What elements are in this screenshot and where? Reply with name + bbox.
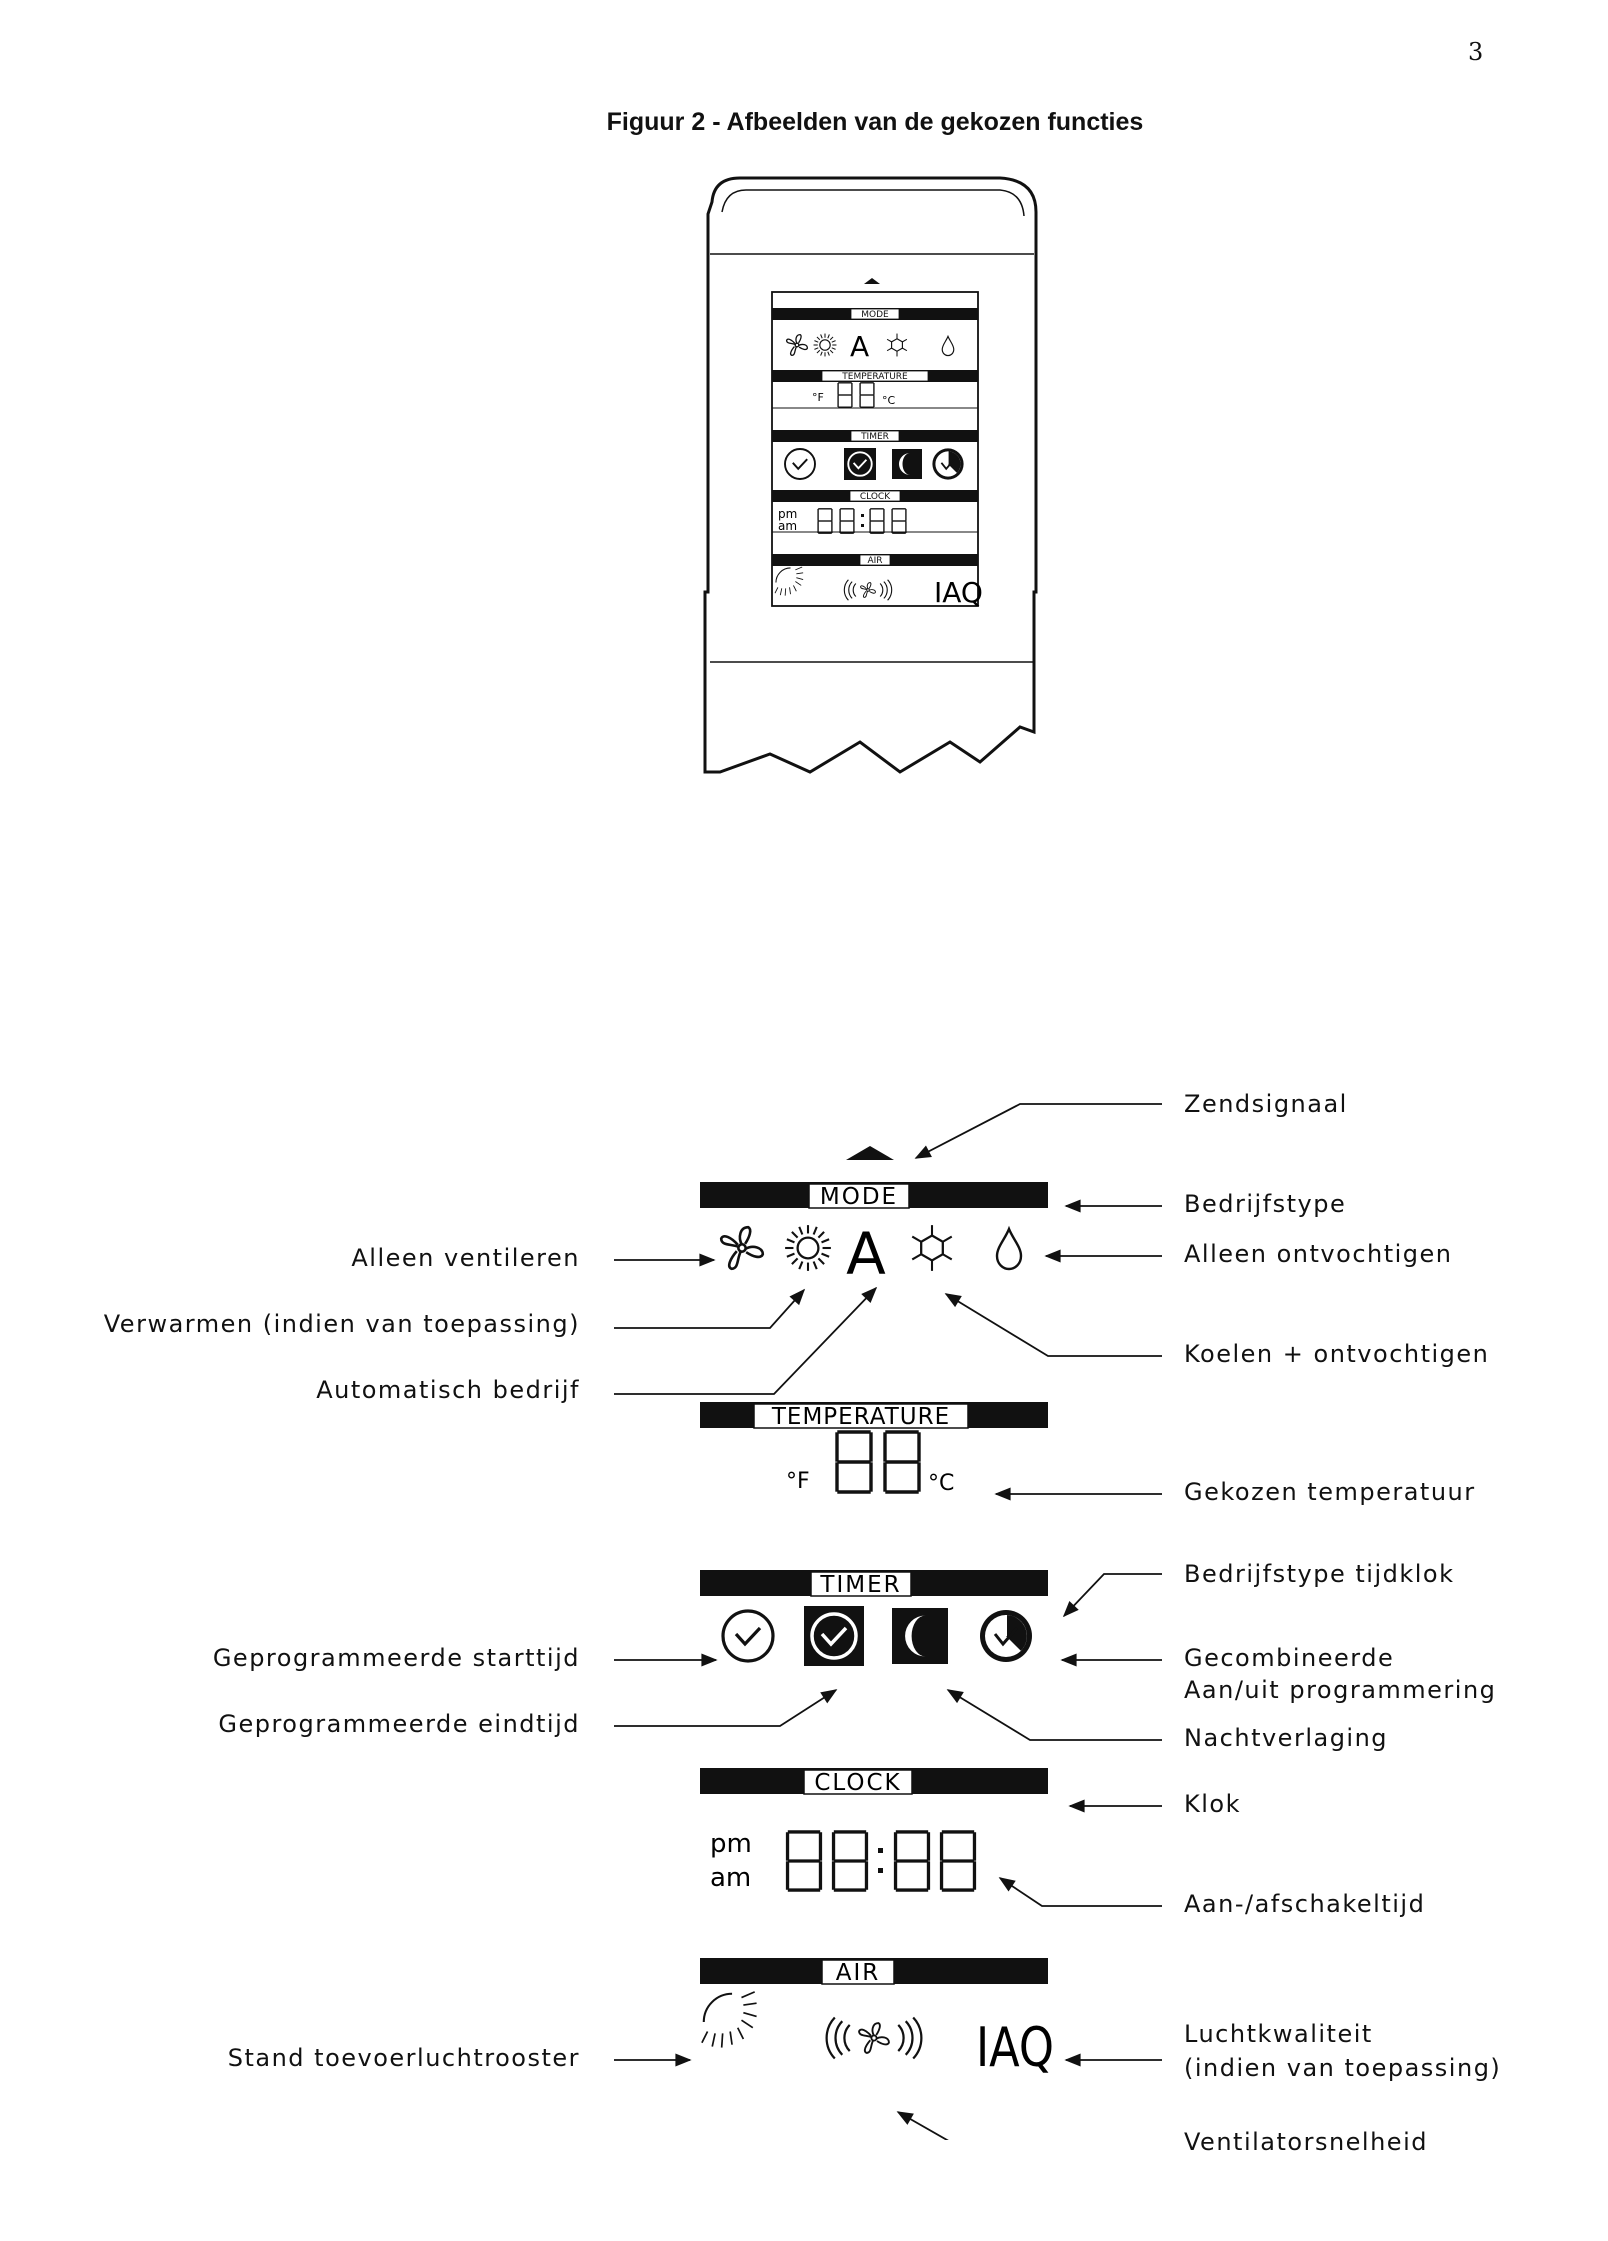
label-air-quality-2: (indien van toepassing) xyxy=(1184,2054,1502,2082)
auto-mode-icon: A xyxy=(846,1220,886,1288)
temp-digit xyxy=(837,1432,871,1492)
label-night-setback: Nachtverlaging xyxy=(1184,1724,1389,1752)
figure-title: Figuur 2 - Afbeelden van de gekozen functies xyxy=(606,108,1144,136)
mini-clock-icon xyxy=(785,449,815,479)
sun-icon xyxy=(785,1225,831,1271)
temp-digit xyxy=(885,1432,919,1492)
clock-digit xyxy=(834,1832,867,1890)
mini-clock-inverted-icon xyxy=(844,448,876,480)
timer-section-title: TIMER xyxy=(820,1572,902,1598)
clock-inverted-icon xyxy=(804,1606,864,1666)
label-dehumidify-only: Alleen ontvochtigen xyxy=(1184,1240,1453,1268)
mini-temp-unit-c: °C xyxy=(882,394,896,407)
mini-auto-mode-icon: A xyxy=(850,330,870,363)
clock-icon xyxy=(723,1611,773,1661)
fan-speed-icon xyxy=(827,2017,922,2058)
iaq-label: IAQ xyxy=(976,2016,1054,2079)
mini-temp-unit-f: °F xyxy=(812,391,824,404)
mini-clock-am: am xyxy=(778,519,798,533)
air-section-title: AIR xyxy=(835,1960,881,1986)
display-diagram xyxy=(0,1060,1608,2140)
clock-digit xyxy=(896,1832,929,1890)
clock-digit xyxy=(942,1832,975,1890)
mini-timer-title: TIMER xyxy=(861,432,889,442)
label-clock: Klok xyxy=(1184,1790,1241,1818)
drop-icon xyxy=(997,1229,1021,1269)
mini-temperature-title: TEMPERATURE xyxy=(842,372,908,382)
mini-mode-title: MODE xyxy=(861,310,889,320)
moon-icon xyxy=(892,1608,948,1664)
label-transmit-signal: Zendsignaal xyxy=(1184,1090,1348,1118)
fan-icon xyxy=(721,1227,763,1269)
label-cool-dehumidify: Koelen + ontvochtigen xyxy=(1184,1340,1490,1368)
clock-section-title: CLOCK xyxy=(814,1770,902,1796)
remote-control-illustration xyxy=(700,172,1050,782)
label-switch-time: Aan-/afschakeltijd xyxy=(1184,1890,1426,1918)
label-timer-mode: Bedrijfstype tijdklok xyxy=(1184,1560,1455,1588)
clock-digit xyxy=(788,1832,821,1890)
combined-timer-icon xyxy=(980,1610,1032,1662)
clock-pm: pm xyxy=(710,1829,752,1859)
clock-am: am xyxy=(710,1863,752,1893)
label-louver-position: Stand toevoerluchtrooster xyxy=(227,2044,580,2072)
label-air-quality-1: Luchtkwaliteit xyxy=(1184,2020,1373,2048)
label-fan-only: Alleen ventileren xyxy=(351,1244,580,1272)
snowflake-icon xyxy=(912,1225,952,1271)
label-end-time: Geprogrammeerde eindtijd xyxy=(218,1710,580,1738)
label-combined-1: Gecombineerde xyxy=(1184,1644,1395,1672)
mini-moon-icon xyxy=(892,449,922,479)
mini-air-title: AIR xyxy=(867,556,883,566)
mini-clock-title: CLOCK xyxy=(859,492,891,502)
mini-iaq-label: IAQ xyxy=(934,576,983,609)
mode-section-title: MODE xyxy=(819,1184,899,1210)
mini-combined-timer-icon xyxy=(932,448,963,479)
label-start-time: Geprogrammeerde starttijd xyxy=(212,1644,580,1672)
label-fan-speed: Ventilatorsnelheid xyxy=(1184,2128,1428,2156)
label-operating-mode: Bedrijfstype xyxy=(1184,1190,1347,1218)
page-number: 3 xyxy=(1468,38,1484,66)
louver-icon xyxy=(702,1992,757,2048)
label-combined-2: Aan/uit programmering xyxy=(1184,1676,1497,1704)
transmit-signal-icon xyxy=(846,1146,894,1160)
temp-unit-f: °F xyxy=(786,1469,810,1494)
label-selected-temperature: Gekozen temperatuur xyxy=(1184,1478,1476,1506)
mini-clock-pm: pm xyxy=(778,507,798,521)
label-heating: Verwarmen (indien van toepassing) xyxy=(103,1310,580,1338)
temperature-section-title: TEMPERATURE xyxy=(771,1404,951,1430)
temp-unit-c: °C xyxy=(928,1471,955,1496)
label-automatic: Automatisch bedrijf xyxy=(316,1376,580,1404)
